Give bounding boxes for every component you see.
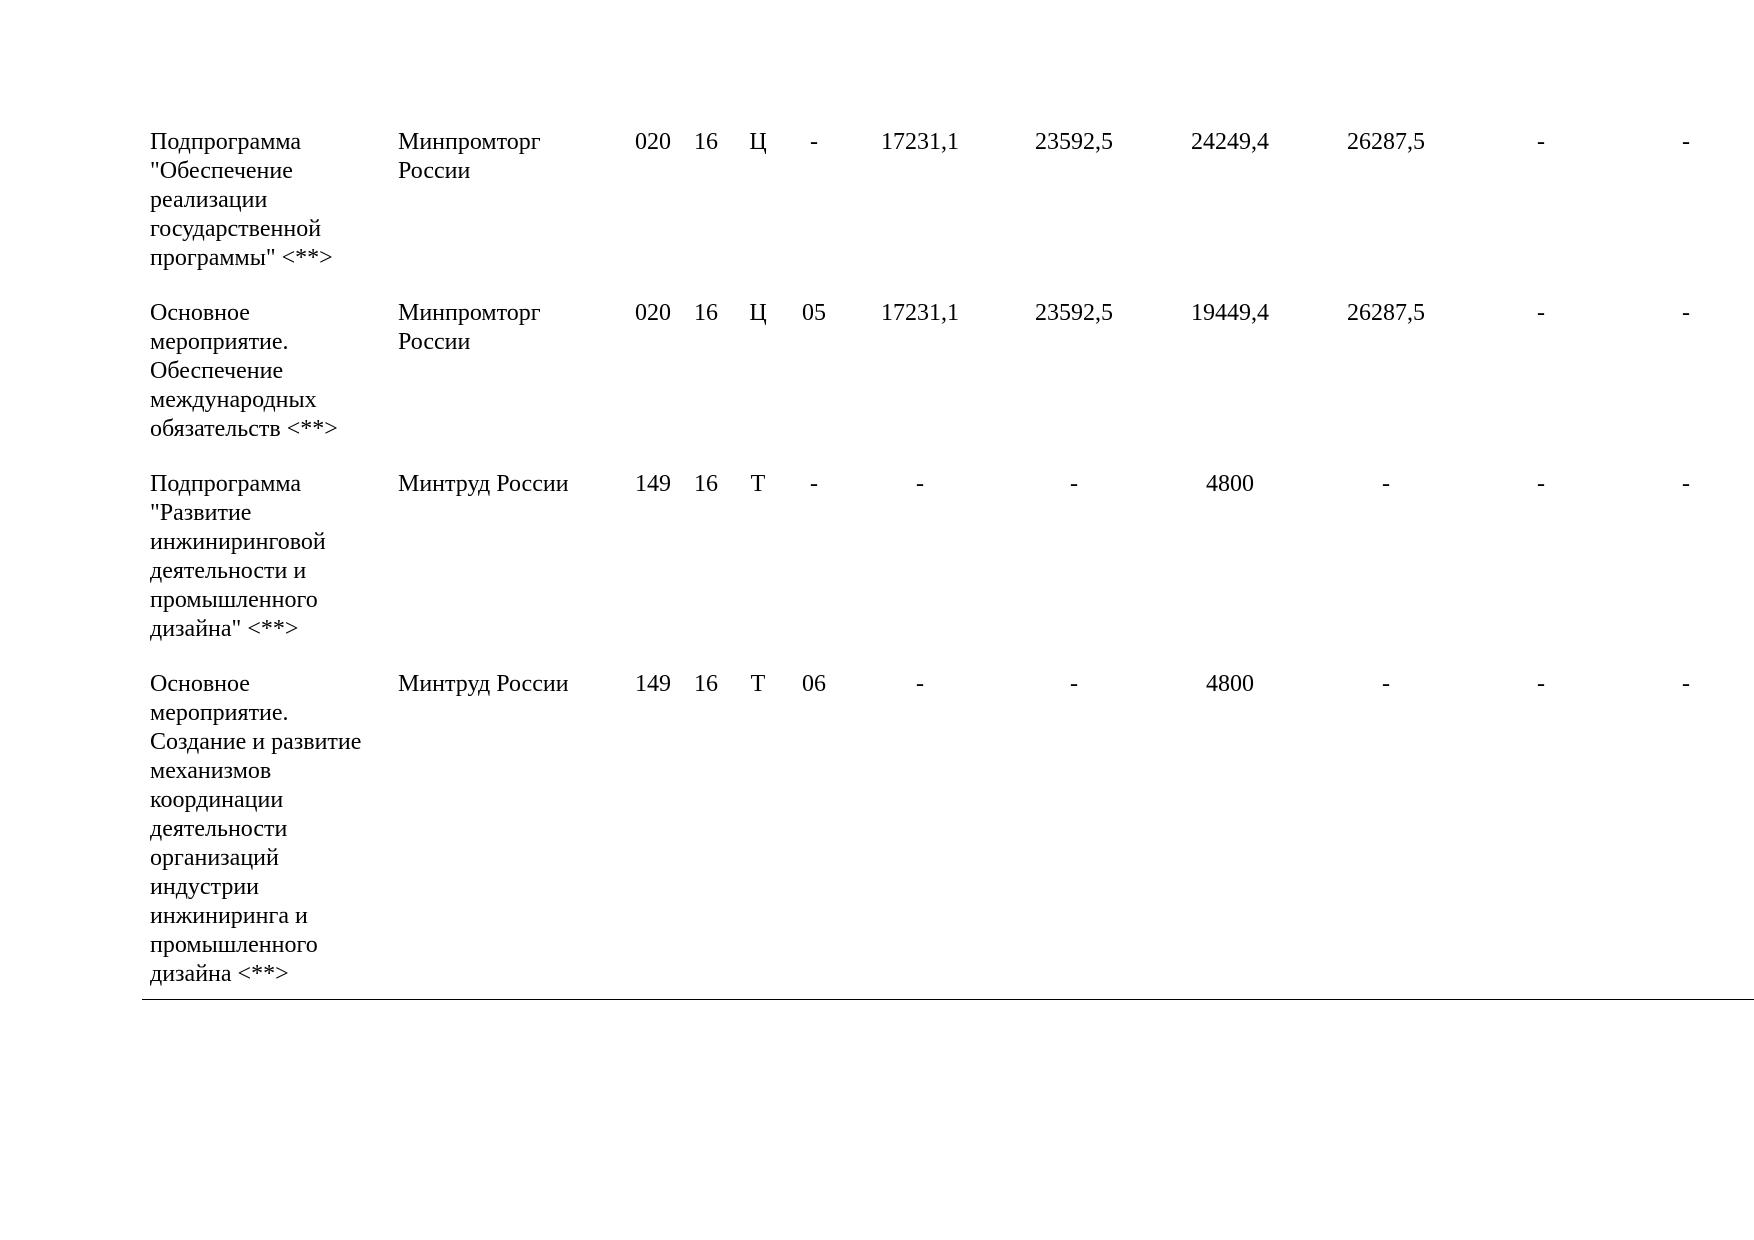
gp-code-cell: 16	[694, 471, 718, 497]
value-cell: -	[1537, 129, 1545, 155]
table-row	[142, 124, 1754, 295]
grbs-code-cell: 020	[635, 129, 671, 155]
value-cell: -	[1070, 671, 1078, 697]
value-cell: 23592,5	[1035, 300, 1113, 326]
value-cell: 24249,4	[1191, 129, 1269, 155]
budget-table	[142, 124, 1754, 1000]
pgp-code-cell: Ц	[749, 129, 767, 155]
gp-code-cell: 16	[694, 300, 718, 326]
value-cell: -	[1682, 671, 1690, 697]
value-cell: -	[1382, 671, 1390, 697]
pgp-code-cell: Ц	[749, 300, 767, 326]
value-cell: -	[1070, 471, 1078, 497]
value-cell: -	[1382, 471, 1390, 497]
grbs-code-cell: 149	[635, 671, 671, 697]
responsible-executor-cell: Минтруд России	[398, 671, 569, 697]
pgp-code-cell: Т	[750, 671, 766, 697]
om-code-cell: -	[810, 471, 818, 497]
program-name-cell: Основное мероприятие. Обеспечение международных обязательств <**>	[150, 300, 338, 442]
value-cell: 17231,1	[881, 300, 959, 326]
responsible-executor-cell: Минпромторг России	[398, 300, 541, 355]
program-name-cell: Подпрограмма "Обеспечение реализации государственной программы" <**>	[150, 129, 333, 271]
value-cell: 4800	[1206, 471, 1254, 497]
responsible-executor-cell: Минпромторг России	[398, 129, 541, 184]
value-cell: 26287,5	[1347, 300, 1425, 326]
value-cell: -	[1537, 671, 1545, 697]
pgp-code-cell: Т	[750, 471, 766, 497]
value-cell: 19449,4	[1191, 300, 1269, 326]
table-row	[142, 666, 1754, 1000]
program-name-cell: Подпрограмма "Развитие инжиниринговой деятельности и промышленного дизайна" <**>	[150, 471, 326, 642]
program-name-cell: Основное мероприятие. Создание и развитие механизмов координации деятельности организаций индустрии инжиниринга и промышленного дизайна <**>	[150, 671, 362, 987]
value-cell: -	[1682, 129, 1690, 155]
value-cell: 17231,1	[881, 129, 959, 155]
grbs-code-cell: 020	[635, 300, 671, 326]
om-code-cell: -	[810, 129, 818, 155]
value-cell: -	[1537, 471, 1545, 497]
value-cell: -	[1537, 300, 1545, 326]
om-code-cell: 05	[802, 300, 826, 326]
gp-code-cell: 16	[694, 129, 718, 155]
value-cell: -	[916, 671, 924, 697]
value-cell: 26287,5	[1347, 129, 1425, 155]
value-cell: 23592,5	[1035, 129, 1113, 155]
table-row	[142, 466, 1754, 666]
responsible-executor-cell: Минтруд России	[398, 471, 569, 497]
value-cell: -	[916, 471, 924, 497]
value-cell: -	[1682, 300, 1690, 326]
om-code-cell: 06	[802, 671, 826, 697]
grbs-code-cell: 149	[635, 471, 671, 497]
table-row	[142, 295, 1754, 466]
value-cell: 4800	[1206, 671, 1254, 697]
value-cell: -	[1682, 471, 1690, 497]
gp-code-cell: 16	[694, 671, 718, 697]
